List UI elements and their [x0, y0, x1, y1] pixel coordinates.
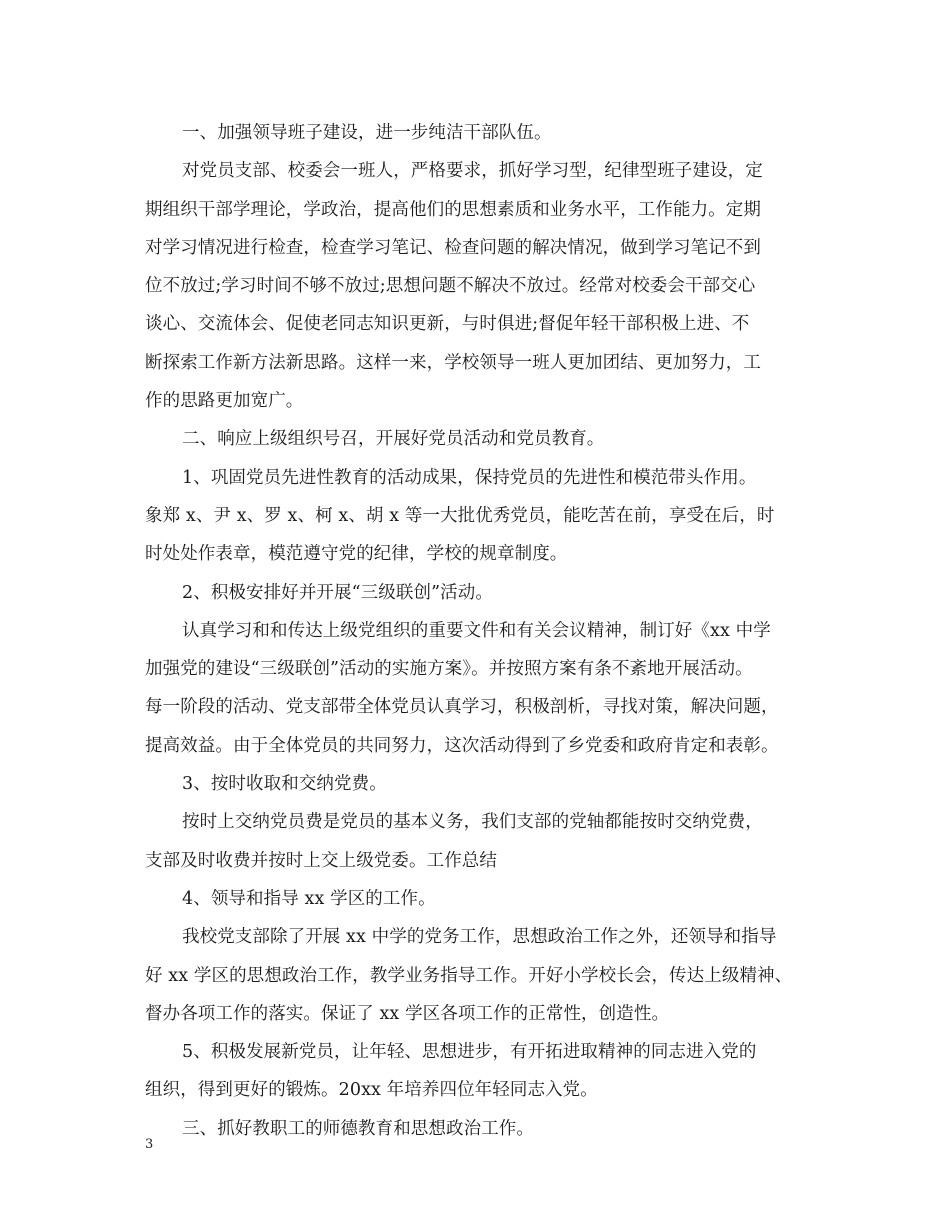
paragraph-line: 谈心、交流体会、促使老同志知识更新，与时俱进;督促年轻干部积极上进、不 [145, 314, 750, 335]
document-body [145, 114, 815, 1148]
paragraph-line: 按时上交纳党员费是党员的基本义务，我们支部的党轴都能按时交纳党费， [182, 812, 763, 833]
section-heading: 二、响应上级组织号召，开展好党员活动和党员教育。 [182, 429, 605, 450]
list-item-heading: 3、按时收取和交纳党费。 [182, 774, 387, 795]
paragraph-line: 作的思路更加宽广。 [145, 391, 304, 412]
paragraph-line: 好 xx 学区的思想政治工作，教学业务指导工作。开好小学校长会，传达上级精神、 [145, 965, 793, 986]
paragraph-line: 断探索工作新方法新思路。这样一来，学校领导一班人更加团结、更加努力，工 [145, 352, 761, 373]
paragraph-line: 加强党的建设“三级联创”活动的实施方案》。并按照方案有条不紊地开展活动。 [145, 659, 753, 680]
paragraph-line: 对党员支部、校委会一班人，严格要求，抓好学习型，纪律型班子建设，定 [182, 161, 763, 182]
list-item-heading: 1、巩固党员先进性教育的活动成果，保持党员的先进性和模范带头作用。 [182, 467, 757, 488]
page-number: 3 [145, 1137, 154, 1152]
paragraph-line: 每一阶段的活动、党支部带全体党员认真学习，积极剖析，寻找对策，解决问题， [145, 697, 779, 718]
paragraph-line: 支部及时收费并按时上交上级党委。工作总结 [145, 850, 497, 871]
paragraph-line: 时处处作表章，模范遵守党的纪律，学校的规章制度。 [145, 544, 568, 565]
paragraph-line: 督办各项工作的落实。保证了 xx 学区各项工作的正常性，创造性。 [145, 1003, 670, 1024]
paragraph-line: 组织，得到更好的锻炼。20xx 年培养四位年轻同志入党。 [145, 1080, 598, 1101]
list-item-heading: 4、领导和指导 xx 学区的工作。 [182, 888, 436, 909]
paragraph-line: 位不放过;学习时间不够不放过;思想问题不解决不放过。经常对校委会干部交心 [145, 276, 756, 297]
paragraph-line: 认真学习和和传达上级党组织的重要文件和有关会议精神，制订好《xx 中学 [182, 620, 771, 641]
paragraph-line: 期组织干部学理论，学政治，提高他们的思想素质和业务水平，工作能力。定期 [145, 199, 761, 220]
list-item-heading: 5、积极发展新党员，让年轻、思想进步，有开拓进取精神的同志进入党的 [182, 1042, 757, 1063]
paragraph-line: 我校党支部除了开展 xx 中学的党务工作，思想政治工作之外，还领导和指导 [182, 927, 777, 948]
section-heading: 三、抓好教职工的师德教育和思想政治工作。 [182, 1118, 534, 1139]
paragraph-line: 象郑 x、尹 x、罗 x、柯 x、胡 x 等一大批优秀党员，能吃苦在前，享受在后，时 [145, 505, 775, 526]
paragraph-line: 对学习情况进行检查，检查学习笔记、检查问题的解决情况，做到学习笔记不到 [145, 237, 761, 258]
list-item-heading: 2、积极安排好并开展“三级联创”活动。 [182, 582, 493, 603]
section-heading: 一、加强领导班子建设，进一步纯洁干部队伍。 [182, 123, 552, 143]
paragraph-line: 提高效益。由于全体党员的共同努力，这次活动得到了乡党委和政府肯定和表彰。 [145, 735, 779, 756]
